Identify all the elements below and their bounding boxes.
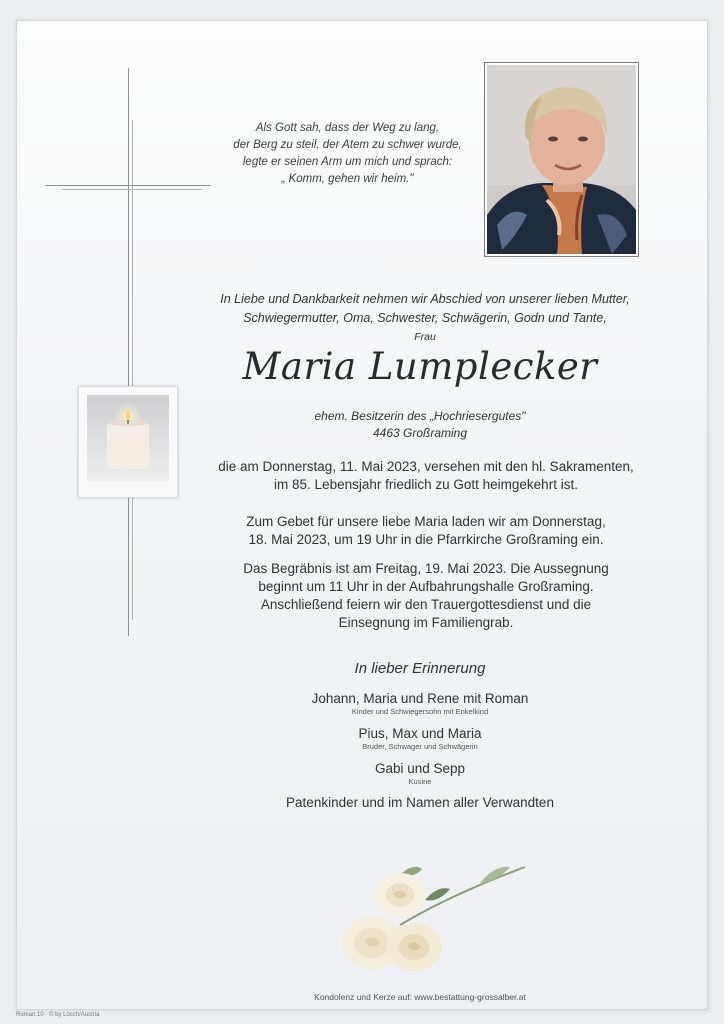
death-paragraph bbox=[186, 458, 666, 494]
cross-inner-line bbox=[132, 120, 133, 620]
quote-line: „ Komm, gehen wir heim." bbox=[281, 173, 414, 185]
mourners-list bbox=[200, 690, 640, 810]
mourner-names: Gabi und Sepp bbox=[374, 761, 466, 776]
mourner-relation: Kusine bbox=[408, 777, 432, 786]
paragraph-line: Anschließend feiern wir den Trauergottesdienst und die bbox=[260, 597, 592, 612]
candle-icon bbox=[79, 387, 177, 497]
condolence-footer: Kondolenz und Kerze auf: www.bestattung-grossalber.at bbox=[314, 992, 526, 1002]
location-line: 4463 Großraming bbox=[372, 426, 468, 440]
quote-line: der Berg zu steil, der Atem zu schwer wurde, bbox=[233, 139, 462, 151]
portrait-image bbox=[487, 65, 636, 254]
cross-inner-crossbar bbox=[62, 189, 202, 190]
paragraph-line: Das Begräbnis ist am Freitag, 19. Mai 2023. Die Aussegnung bbox=[243, 561, 609, 576]
salutation: Frau bbox=[414, 331, 436, 343]
mourner-names: Johann, Maria und Rene mit Roman bbox=[311, 691, 529, 706]
mourner-relation: Bruder, Schwager und Schwägerin bbox=[362, 742, 478, 751]
mourner-final: Patenkinder und im Namen aller Verwandten bbox=[286, 795, 554, 810]
template-code: Roman 10 - © by Lösch/Austria bbox=[16, 1012, 100, 1018]
mourner-group bbox=[200, 690, 640, 717]
memory-heading: In lieber Erinnerung bbox=[354, 660, 486, 677]
intro-line: In Liebe und Dankbarkeit nehmen wir Abschied von unserer lieben Mutter, bbox=[220, 292, 630, 306]
paragraph-line: die am Donnerstag, 11. Mai 2023, versehen mit den hl. Sakramenten, bbox=[218, 459, 634, 474]
candle-frame bbox=[78, 386, 178, 498]
prayer-paragraph bbox=[186, 513, 666, 549]
funeral-paragraph bbox=[186, 560, 666, 632]
deceased-name: Maria Lumplecker bbox=[242, 345, 598, 388]
mourner-relation: Kinder und Schwiegersohn mit Enkelkind bbox=[351, 707, 489, 716]
paragraph-line: im 85. Lebensjahr friedlich zu Gott heimgekehrt ist. bbox=[274, 477, 578, 492]
paragraph-line: 18. Mai 2023, um 19 Uhr in die Pfarrkirche Großraming ein. bbox=[248, 532, 604, 547]
intro-text bbox=[190, 290, 660, 347]
occupation-line: ehem. Besitzerin des „Hochriesergutes" bbox=[314, 409, 526, 423]
rose-icon bbox=[330, 855, 530, 980]
mourner-group bbox=[200, 725, 640, 752]
cross-icon bbox=[128, 68, 129, 636]
rose-image bbox=[330, 855, 530, 980]
quote bbox=[220, 120, 475, 188]
portrait-photo bbox=[484, 62, 639, 257]
paragraph-line: Zum Gebet für unsere liebe Maria laden wir am Donnerstag, bbox=[246, 514, 606, 529]
mourner-group bbox=[200, 760, 640, 787]
paragraph-line: beginnt um 11 Uhr in der Aufbahrungshalle Großraming. bbox=[258, 579, 594, 594]
cross-crossbar bbox=[45, 185, 211, 186]
quote-line: Als Gott sah, dass der Weg zu lang, bbox=[255, 122, 440, 134]
occupation bbox=[240, 408, 600, 442]
paragraph-line: Einsegnung im Familiengrab. bbox=[338, 615, 514, 630]
quote-line: legte er seinen Arm um mich und sprach: bbox=[242, 156, 453, 168]
intro-line: Schwiegermutter, Oma, Schwester, Schwägerin, Godn und Tante, bbox=[243, 311, 607, 325]
mourner-names: Pius, Max und Maria bbox=[358, 726, 482, 741]
